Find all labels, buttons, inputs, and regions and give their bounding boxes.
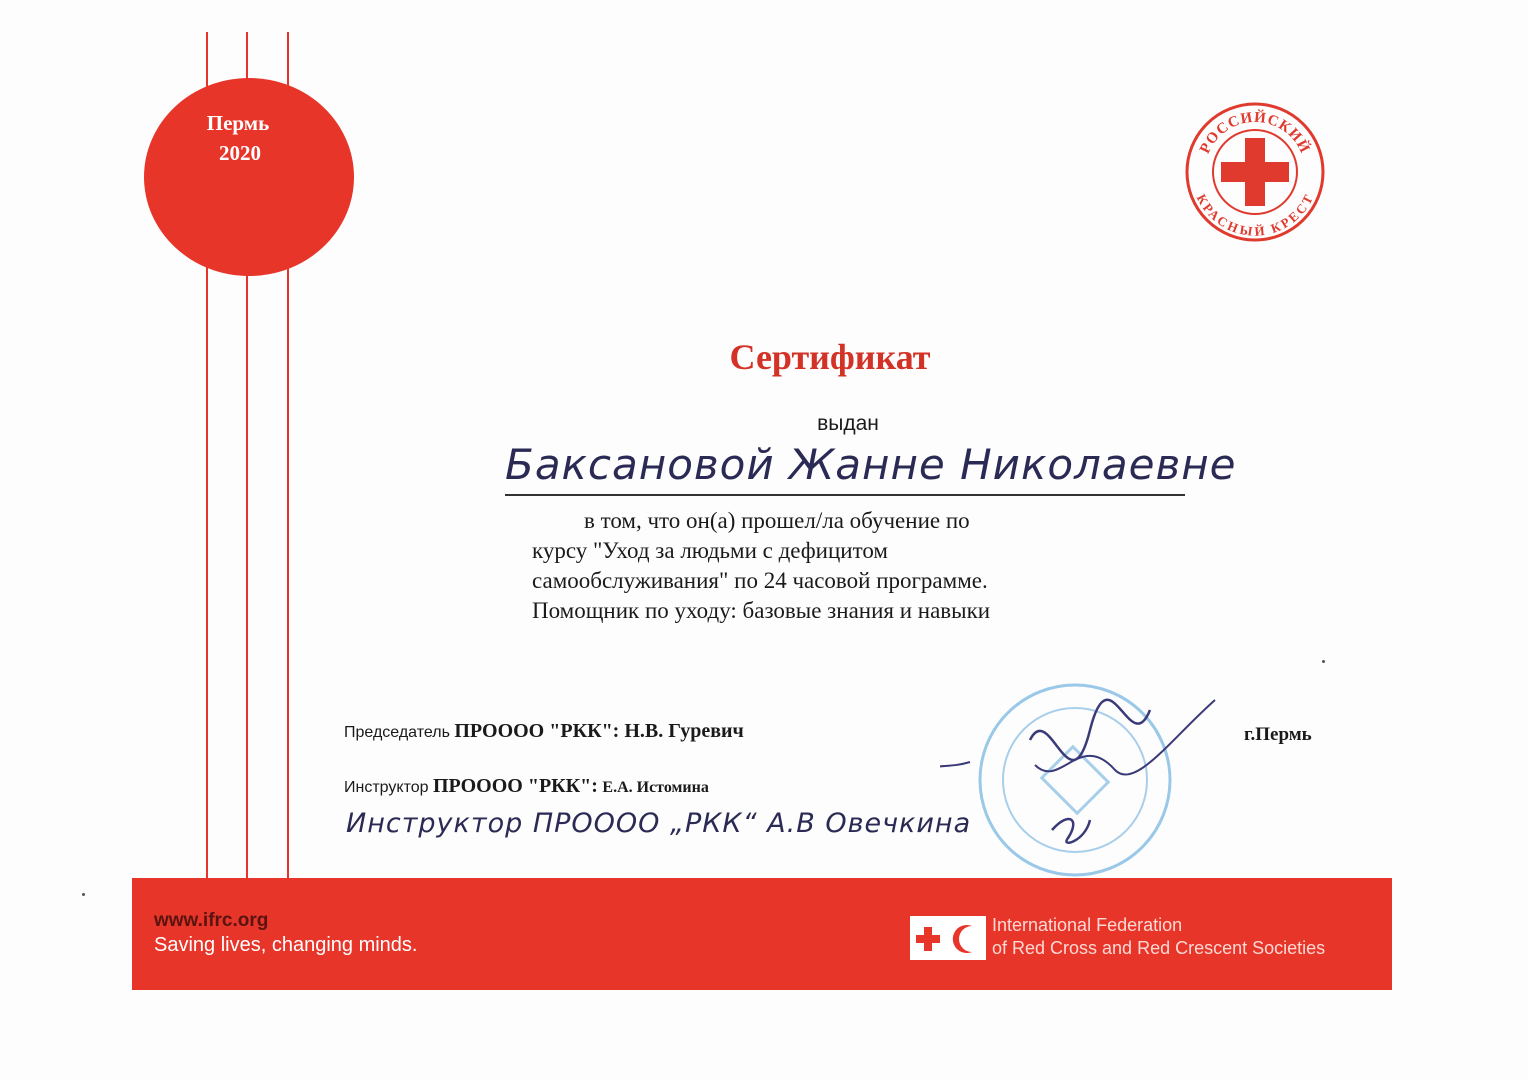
russian-red-cross-logo xyxy=(1183,100,1327,244)
city-label: г.Пермь xyxy=(1244,724,1312,745)
city-year-circle xyxy=(144,78,354,276)
circle-year: 2020 xyxy=(219,141,261,165)
body-line: самообслуживания" по 24 часовой программе. xyxy=(532,568,988,593)
issued-label: выдан xyxy=(817,412,879,435)
chair-role: Председатель xyxy=(344,724,450,741)
recipient-name-handwritten: Баксановой Жанне Николаевне xyxy=(505,440,1237,489)
certificate-body xyxy=(532,506,1172,626)
footer-slogan: Saving lives, changing minds. xyxy=(154,934,418,956)
instructor-handwritten-line: Инструктор ПРОООО „РКК“ А.В Овечкина xyxy=(346,808,972,839)
footer-band xyxy=(132,878,1392,990)
instructor-signature-row xyxy=(344,775,709,798)
instructor-name: Е.А. Истомина xyxy=(602,779,709,796)
ifrc-line-2: of Red Cross and Red Crescent Societies xyxy=(992,938,1326,958)
body-line: Помощник по уходу: базовые знания и навыки xyxy=(532,598,991,623)
official-stamp-image xyxy=(940,670,1220,890)
logo-top-text: РОССИЙСКИЙ xyxy=(1197,109,1313,157)
logo-bottom-text: КРАСНЫЙ КРЕСТ xyxy=(1193,191,1317,239)
circle-city: Пермь xyxy=(206,111,270,135)
chair-text: ПРОООО "РКК": Н.В. Гуревич xyxy=(454,720,744,742)
ifrc-line-1: International Federation xyxy=(992,915,1183,935)
city-year-text xyxy=(144,108,332,168)
scan-speck xyxy=(82,893,85,896)
name-underline xyxy=(505,494,1185,496)
red-cross-crescent-icon xyxy=(910,916,986,960)
ifrc-name xyxy=(992,914,1325,960)
instructor-role: Инструктор xyxy=(344,779,429,796)
scan-speck xyxy=(1322,660,1325,663)
footer-url: www.ifrc.org xyxy=(154,910,269,931)
chair-signature-row xyxy=(344,720,744,743)
certificate-title: Сертификат xyxy=(729,337,931,377)
instructor-org: ПРОООО "РКК": xyxy=(432,775,598,797)
body-line: курсу "Уход за людьми с дефицитом xyxy=(532,538,888,563)
body-line: в том, что он(а) прошел/ла обучение по xyxy=(584,508,970,533)
